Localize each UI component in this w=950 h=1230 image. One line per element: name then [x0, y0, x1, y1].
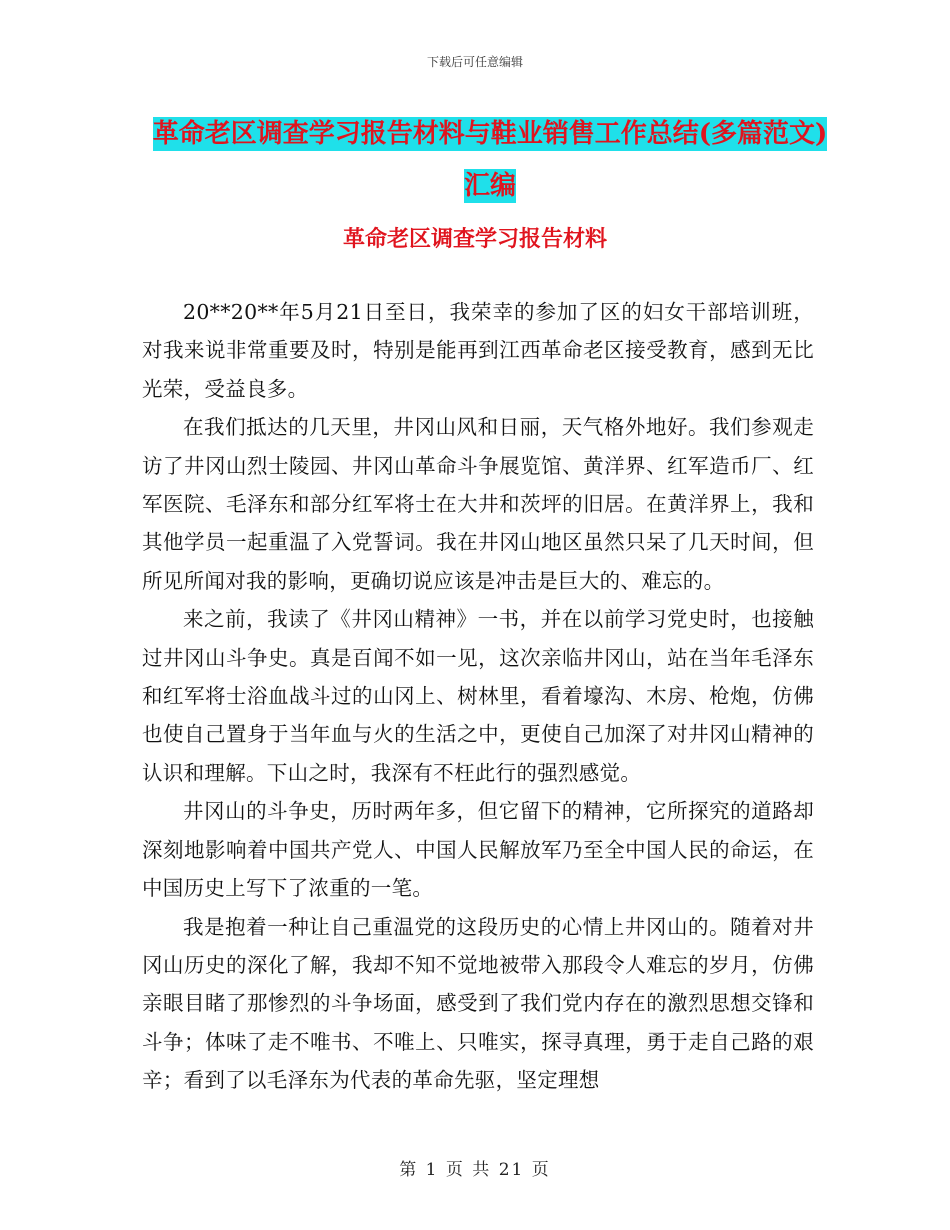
document-body	[142, 293, 814, 1100]
header-note: 下载后可任意编辑	[426, 55, 523, 69]
document-title-text: 革命老区调查学习报告材料与鞋业销售工作总结(多篇范文)汇编	[152, 119, 828, 201]
paragraph: 井冈山的斗争史，历时两年多，但它留下的精神，它所探究的道路却深刻地影响着中国共产党人、中国人民解放军乃至全中国人民的命运，在中国历史上写下了浓重的一笔。	[142, 799, 814, 901]
paragraph: 来之前，我读了《井冈山精神》一书，并在以前学习党史时，也接触过井冈山斗争史。真是百闻不如一见，这次亲临井冈山，站在当年毛泽东和红军将士浴血战斗过的山冈上、树林里，看着壕沟、木房、枪炮，仿佛也使自己置身于当年血与火的生活之中，更使自己加深了对井冈山精神的认识和理解。下山之时，我深有不枉此行的强烈感觉。	[142, 607, 814, 785]
section-title: 革命老区调查学习报告材料	[342, 226, 607, 252]
paragraph: 我是抱着一种让自己重温党的这段历史的心情上井冈山的。随着对井冈山历史的深化了解，我却不知不觉地被带入那段令人难忘的岁月，仿佛亲眼目睹了那惨烈的斗争场面，感受到了我们党内存在的激烈思想交锋和斗争；体味了走不唯书、不唯上、只唯实，探寻真理，勇于走自己路的艰辛；看到了以毛泽东为代表的革命先驱，坚定理想	[142, 914, 814, 1093]
paragraph: 在我们抵达的几天里，井冈山风和日丽，天气格外地好。我们参观走访了井冈山烈士陵园、井冈山革命斗争展览馆、黄洋界、红军造币厂、红军医院、毛泽东和部分红军将士在大井和茨坪的旧居。在黄洋界上，我和其他学员一起重温了入党誓词。我在井冈山地区虽然只呆了几天时间，但所见所闻对我的影响，更确切说应该是冲击是巨大的、难忘的。	[142, 415, 814, 593]
paragraph: 20**20**年5月21日至日，我荣幸的参加了区的妇女干部培训班，对我来说非常重要及时，特别是能再到江西革命老区接受教育，感到无比光荣，受益良多。	[142, 300, 814, 401]
document-title	[140, 108, 840, 212]
page-footer: 第 1 页 共 21 页	[399, 1160, 551, 1180]
